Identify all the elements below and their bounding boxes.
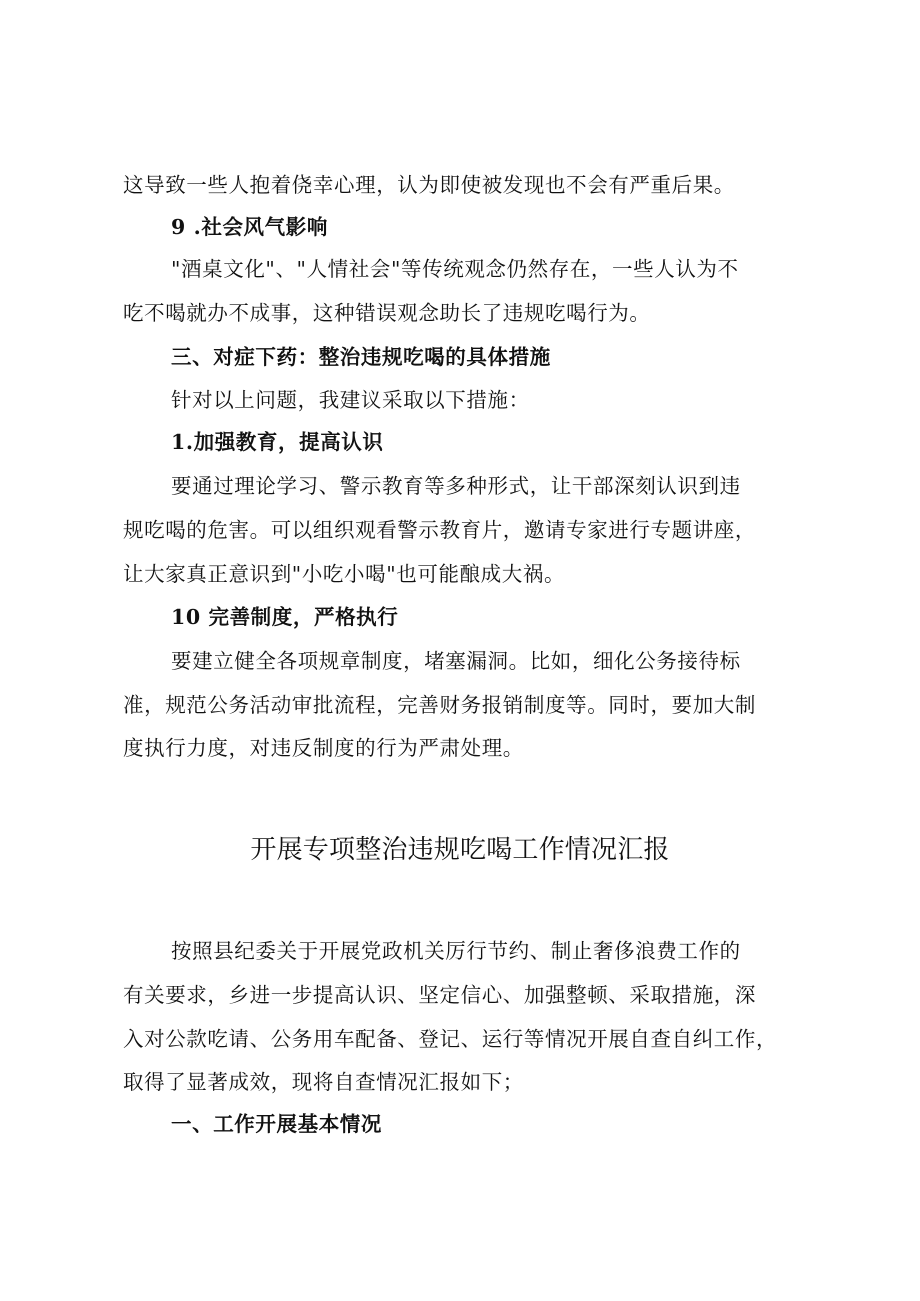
paragraph-line: "酒桌文化"、"人情社会"等传统观念仍然存在，一些人认为不	[171, 257, 739, 281]
paragraph-line: 准，规范公务活动审批流程，完善财务报销制度等。同时，要加大制	[123, 693, 756, 717]
paragraph-line: 要通过理论学习、警示教育等多种形式，让干部深刻认识到违	[171, 474, 741, 498]
report-title: 开展专项整治违规吃喝工作情况汇报	[250, 835, 670, 865]
subheading-9: 9 .社会风气影响	[171, 215, 328, 239]
paragraph-line: 这导致一些人抱着侥幸心理，认为即使被发现也不会有严重后果。	[123, 173, 735, 197]
paragraph-line: 按照县纪委关于开展党政机关厉行节约、制止奢侈浪费工作的	[171, 939, 741, 963]
paragraph-line: 针对以上问题，我建议采取以下措施：	[171, 388, 530, 412]
paragraph-line: 有关要求，乡进一步提高认识、坚定信心、加强整顿、采取措施，深	[123, 983, 756, 1007]
paragraph-line: 取得了显著成效，现将自查情况汇报如下；	[123, 1070, 524, 1094]
paragraph-line: 入对公款吃请、公务用车配备、登记、运行等情况开展自查自纠工作，	[123, 1027, 778, 1051]
paragraph-line: 规吃喝的危害。可以组织观看警示教育片，邀请专家进行专题讲座，	[123, 518, 756, 542]
section-heading-3: 三、对症下药：整治违规吃喝的具体措施	[171, 345, 551, 369]
section-heading-1: 一、工作开展基本情况	[171, 1112, 382, 1136]
paragraph-line: 让大家真正意识到"小吃小喝"也可能酿成大祸。	[123, 562, 566, 586]
paragraph-line: 要建立健全各项规章制度，堵塞漏洞。比如，细化公务接待标	[171, 649, 741, 673]
paragraph-line: 吃不喝就办不成事，这种错误观念助长了违规吃喝行为。	[123, 301, 651, 325]
subheading-1: 1.加强教育，提高认识	[171, 430, 384, 454]
subheading-10: 10 完善制度，严格执行	[171, 605, 399, 629]
paragraph-line: 度执行力度，对违反制度的行为严肃处理。	[123, 736, 524, 760]
